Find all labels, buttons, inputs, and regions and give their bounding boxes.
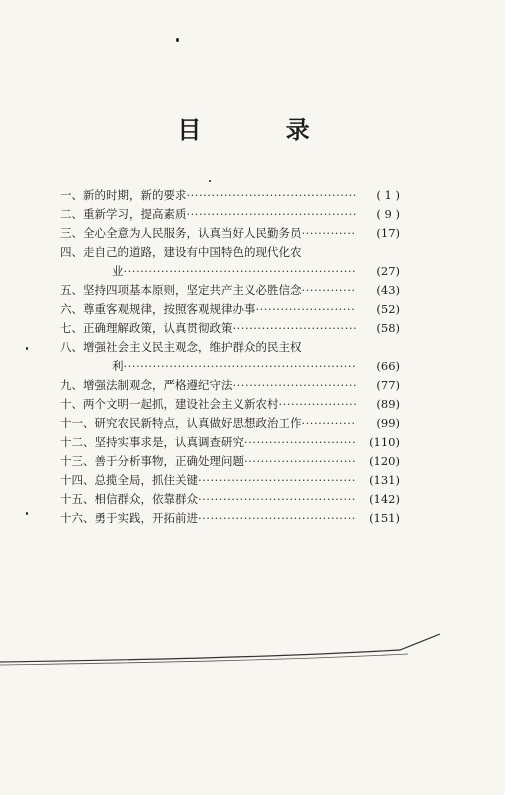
toc-entry-line [60,205,400,224]
toc-page-number: (43) [376,283,400,297]
toc-leader-dots [279,395,357,414]
toc-leader-dots [302,224,357,243]
toc-entry [60,186,400,205]
toc-entry-line [60,186,400,205]
toc-page-number: (27) [376,264,400,278]
toc-entry-line [60,490,400,509]
toc-leader-dots [187,186,357,205]
scan-edge-line [0,620,505,670]
toc-entry [60,300,400,319]
print-speck [209,180,211,182]
toc-page-number: (89) [376,397,400,411]
toc-entry-line [60,243,400,262]
toc-entry-title: 五、坚持四项基本原则，坚定共产主义必胜信念 [60,283,302,297]
toc-page-number: (142) [369,492,400,506]
toc-entry [60,471,400,490]
toc-entry-line [60,300,400,319]
toc-entry-line [60,509,400,528]
toc-leader-dots [233,319,357,338]
page-title: 目 录 [177,116,348,144]
toc-page-number: (17) [376,226,400,240]
toc-leader-dots [244,452,356,471]
toc-page-number: ( 9 ) [376,207,400,221]
toc-entry [60,414,400,433]
toc-page-number: (58) [376,321,400,335]
toc-entry-title: 六、尊重客观规律，按照客观规律办事 [60,302,256,316]
toc-page-number: (77) [376,378,400,392]
toc-page-number: (52) [376,302,400,316]
toc-entry-line [60,471,400,490]
toc-entry-line [60,433,400,452]
toc-entry-title: 十六、勇于实践，开拓前进 [60,511,198,525]
toc-entry-line [60,281,400,300]
toc-entry [60,281,400,300]
toc-entry-line [60,376,400,395]
toc-entry-title: 十四、总揽全局，抓住关键 [60,473,198,487]
toc-leader-dots [198,509,356,528]
toc-entry-title: 九、增强法制观念，严格遵纪守法 [60,378,233,392]
toc-entry-title: 十、两个文明一起抓，建设社会主义新农村 [60,397,279,411]
toc-page-number: (131) [369,473,400,487]
toc-page-number: (110) [369,435,400,449]
toc-leader-dots [302,281,357,300]
toc-entry [60,338,400,376]
toc-entry-title-continued: 利 [112,359,124,373]
toc-entry-title: 十一、研究农民新特点，认真做好思想政治工作 [60,416,302,430]
toc-leader-dots [302,414,357,433]
toc-entry-line [60,224,400,243]
toc-entry [60,395,400,414]
toc-entry [60,433,400,452]
print-speck [26,347,28,350]
toc-entry-title: 十五、相信群众，依靠群众 [60,492,198,506]
toc-entry [60,243,400,281]
toc-entry-line [60,338,400,357]
toc-leader-dots [124,357,357,376]
toc-leader-dots [198,490,356,509]
toc-page-number: (99) [376,416,400,430]
toc-entry [60,376,400,395]
toc-leader-dots [233,376,357,395]
toc-entry-title: 十三、善于分析事物，正确处理问题 [60,454,244,468]
toc-leader-dots [244,433,356,452]
toc-entry-title: 一、新的时期，新的要求 [60,188,187,202]
toc-entry [60,224,400,243]
toc-entry-line [60,452,400,471]
toc-entry [60,509,400,528]
toc-entry-line [60,357,400,376]
toc-entry-line [60,319,400,338]
toc-leader-dots [256,300,357,319]
table-of-contents [60,186,400,528]
toc-leader-dots [187,205,357,224]
toc-entry-title-continued: 业 [112,264,124,278]
toc-page-number: ( 1 ) [376,188,400,202]
toc-entry-title: 十二、坚持实事求是，认真调查研究 [60,435,244,449]
toc-page-number: (120) [369,454,400,468]
toc-entry-title: 七、正确理解政策，认真贯彻政策 [60,321,233,335]
toc-entry [60,319,400,338]
toc-entry-line [60,414,400,433]
toc-entry-title: 三、全心全意为人民服务，认真当好人民勤务员 [60,226,302,240]
toc-page-number: (66) [376,359,400,373]
toc-leader-dots [124,262,357,281]
toc-entry-title: 二、重新学习，提高素质 [60,207,187,221]
toc-entry-line [60,395,400,414]
toc-entry [60,205,400,224]
toc-entry [60,452,400,471]
print-speck [176,38,179,42]
print-speck [26,512,28,515]
toc-entry-title: 四、走自己的道路，建设有中国特色的现代化农 [60,245,302,259]
toc-page-number: (151) [369,511,400,525]
toc-entry-title: 八、增强社会主义民主观念，维护群众的民主权 [60,340,302,354]
toc-leader-dots [198,471,356,490]
toc-entry [60,490,400,509]
toc-entry-line [60,262,400,281]
